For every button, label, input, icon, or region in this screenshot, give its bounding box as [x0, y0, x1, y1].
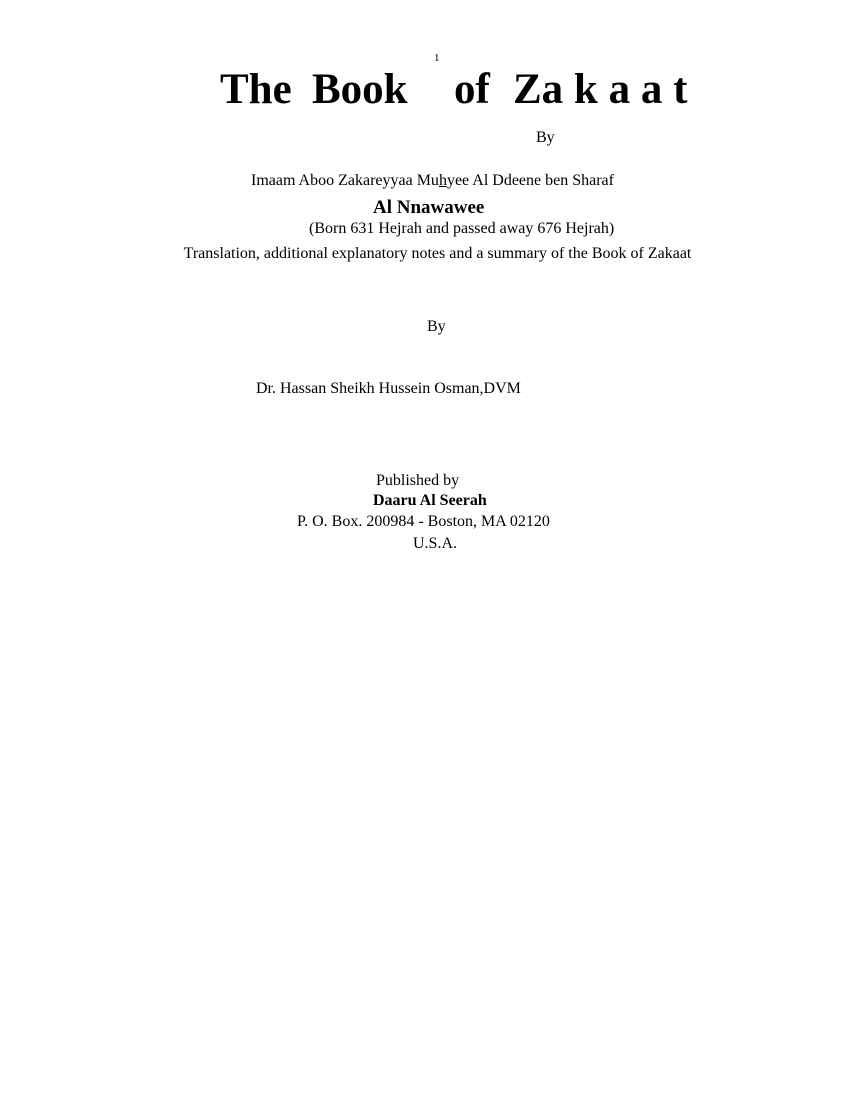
publisher-country: U.S.A.: [413, 535, 458, 552]
publisher-name: Daaru Al Seerah: [373, 492, 487, 509]
title-word-book: Book: [312, 66, 408, 113]
author-dates: (Born 631 Hejrah and passed away 676 Hejrah): [309, 220, 615, 237]
translator-name: Dr. Hassan Sheikh Hussein Osman,DVM: [256, 380, 521, 397]
by-label-author: By: [536, 129, 555, 146]
author-name-suffix: yee Al Ddeene ben Sharaf: [446, 172, 614, 189]
page-number: 1: [434, 52, 440, 64]
author-name-underlined-letter: h: [438, 172, 447, 189]
translation-note: Translation, additional explanatory notes and a summary of the Book of Zakaat: [183, 245, 692, 262]
by-label-translator: By: [427, 318, 446, 335]
author-surname: Al Nnawawee: [373, 197, 485, 218]
author-name-prefix: Imaam Aboo Zakareyyaa Mu: [251, 172, 439, 189]
title-word-the: The: [220, 66, 292, 113]
author-full-name: [251, 173, 614, 189]
publisher-address: P. O. Box. 200984 - Boston, MA 02120: [297, 513, 550, 530]
published-by-label: Published by: [376, 472, 460, 489]
title-word-zakaat: Za k a a t: [513, 66, 688, 113]
title-word-of: of: [454, 66, 490, 113]
